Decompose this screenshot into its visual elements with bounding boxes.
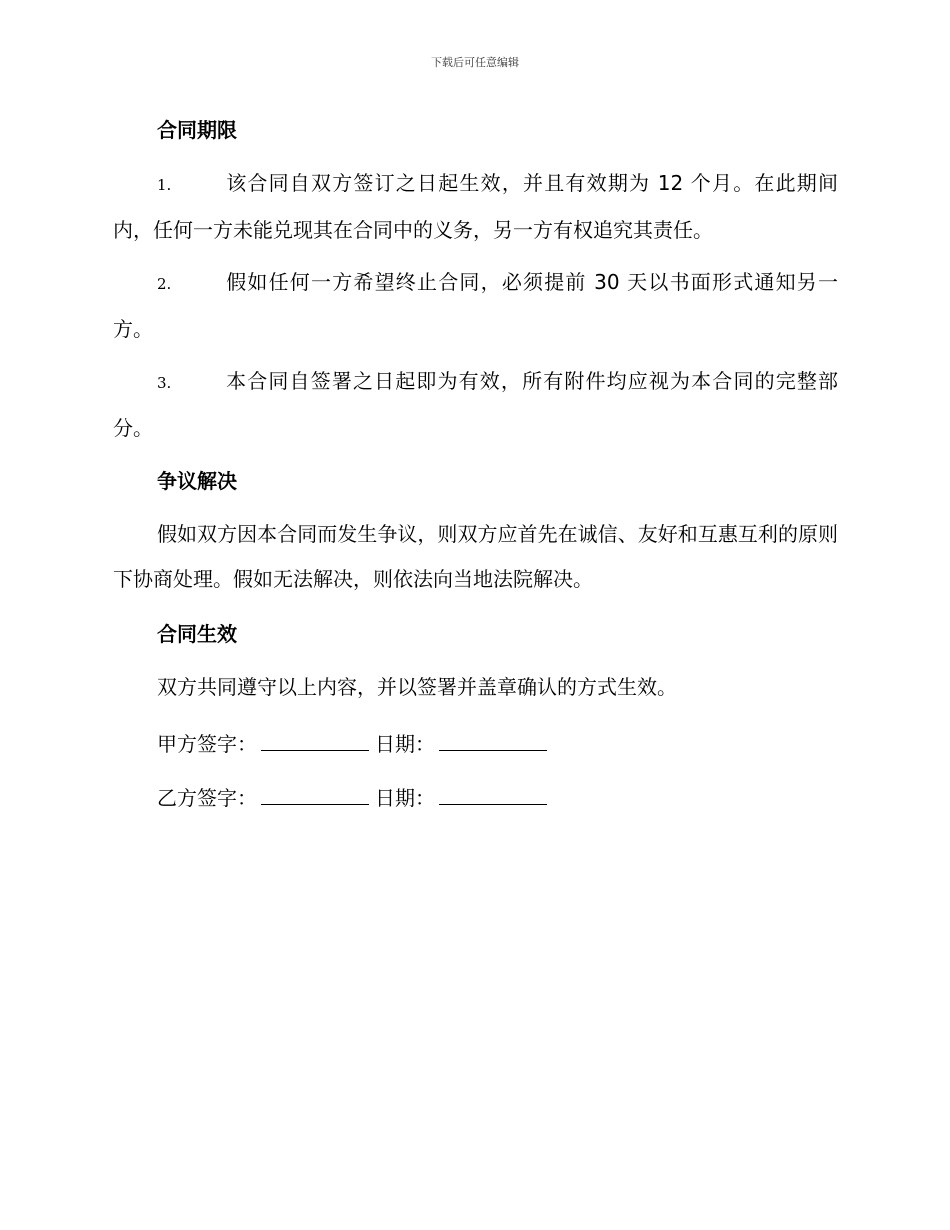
term-item-2-number: 2.: [157, 275, 172, 293]
term-item-3-text: 本合同自签署之日起即为有效，所有附件均应视为本合同的完整部分。: [113, 369, 838, 440]
term-item-2: [113, 260, 838, 352]
party-b-signature-label: 乙方签字：: [157, 786, 257, 810]
party-b-date-label: 日期：: [375, 786, 435, 810]
term-item-1-text: 该合同自双方签订之日起生效，并且有效期为 12 个月。在此期间内，任何一方未能兑现其在合同中的义务，另一方有权追究其责任。: [113, 171, 838, 242]
section-title-effect: 合同生效: [157, 622, 237, 646]
dispute-paragraph: 假如双方因本合同而发生争议，则双方应首先在诚信、友好和互惠互利的原则下协商处理。假如无法解决，则依法向当地法院解决。: [113, 522, 838, 591]
party-a-date-blank[interactable]: [439, 730, 547, 751]
party-a-signature-blank[interactable]: [261, 730, 369, 751]
term-item-3: [113, 359, 838, 451]
signature-line-party-a: [157, 730, 553, 757]
party-a-date-label: 日期：: [375, 732, 435, 756]
signature-line-party-b: [157, 784, 553, 811]
section-title-dispute: 争议解决: [157, 469, 237, 493]
term-item-2-text: 假如任何一方希望终止合同，必须提前 30 天以书面形式通知另一方。: [113, 270, 838, 341]
page-header-note: 下载后可任意编辑: [431, 56, 519, 69]
term-item-1: [113, 161, 838, 253]
term-item-1-number: 1.: [157, 176, 172, 194]
party-b-date-blank[interactable]: [439, 784, 547, 805]
term-item-3-number: 3.: [157, 374, 172, 392]
section-title-term: 合同期限: [157, 118, 237, 142]
effect-paragraph: 双方共同遵守以上内容，并以签署并盖章确认的方式生效。: [157, 675, 677, 699]
party-b-signature-blank[interactable]: [261, 784, 369, 805]
party-a-signature-label: 甲方签字：: [157, 732, 257, 756]
